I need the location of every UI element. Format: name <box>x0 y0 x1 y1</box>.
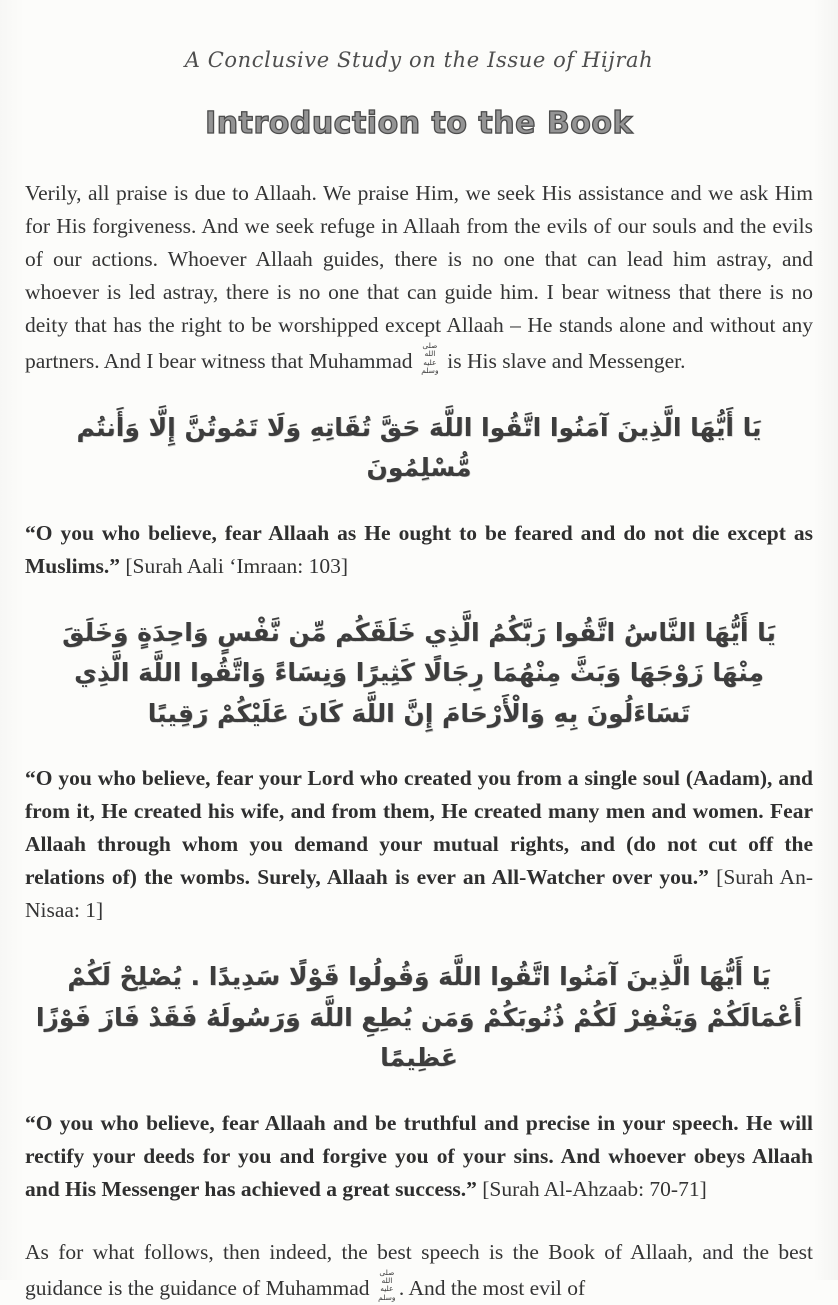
translation-2-text: “O you who believe, fear your Lord who created you from a single soul (Aadam), and from it, He created his wife, and from them, He created many men and women. Fear Allaah through whom you demand your mutual rights, and (do not cut off the relations of) the wombs. Surely, Allaah is ever an All-Watcher over you.” <box>25 766 813 890</box>
translation-1-text: “O you who believe, fear Allaah as He ought to be feared and do not die except as Muslims.” <box>25 520 813 578</box>
translation-2 <box>25 762 813 927</box>
citation-2: [Surah An-Nisaa: 1] <box>25 865 813 923</box>
closing-paragraph <box>25 1236 813 1305</box>
translation-3 <box>25 1107 813 1206</box>
arabic-verse-2: يَا أَيُّهَا النَّاسُ اتَّقُوا رَبَّكُمُ الَّذِي خَلَقَكُم مِّن نَّفْسٍ وَاحِدَةٍ وَخَلَقَ مِنْهَا زَوْجَهَا وَبَثَّ مِنْهُمَا رِجَالًا كَثِيرًا وَنِسَاءً وَاتَّقُوا اللَّهَ الَّذِي تَسَاءَلُونَ بِهِ وَالْأَرْحَامَ إِنَّ اللَّهَ كَانَ عَلَيْكُمْ رَقِيبًا <box>62 617 776 728</box>
page-title: Introduction to the Book <box>205 106 633 141</box>
pbuh-calligraphy-icon: صلى الله عليه وسلم <box>421 341 439 375</box>
pbuh-calligraphy-icon: صلى الله عليه وسلم <box>378 1267 396 1302</box>
opening-text-before: Verily, all praise is due to Allaah. We praise Him, we seek His assistance and we ask Him for His forgiveness. And we seek refuge in Allaah from the evils of our souls and the evils of our actions. Whoever Allaah guides, there is no one that can lead him astray, and whoever is led astray, there is no one that can guide him. I bear witness that there is no deity that has the right to be worshipped except Allaah – He stands alone and without any partners. And I bear witness that Muhammad <box>25 181 813 373</box>
opening-paragraph <box>25 177 813 378</box>
translation-3-text: “O you who believe, fear Allaah and be truthful and precise in your speech. He will rectify your deeds for you and forgive you of your sins. And whoever obeys Allaah and His Messenger has achieved a great success.” <box>25 1110 813 1201</box>
running-header: A Conclusive Study on the Issue of Hijrah <box>184 48 654 72</box>
arabic-verse-1: يَا أَيُّهَا الَّذِينَ آمَنُوا اتَّقُوا اللَّهَ حَقَّ تُقَاتِهِ وَلَا تَمُوتُنَّ إِلَّا وَأَنتُم مُّسْلِمُونَ <box>76 412 762 483</box>
opening-text-after: is His slave and Messenger. <box>441 348 686 373</box>
closing-text-after: . And the most evil of <box>398 1275 586 1300</box>
arabic-verse-3: يَا أَيُّهَا الَّذِينَ آمَنُوا اتَّقُوا اللَّهَ وَقُولُوا قَوْلًا سَدِيدًا . يُصْلِحْ لَكُمْ أَعْمَالَكُمْ وَيَغْفِرْ لَكُمْ ذُنُوبَكُمْ وَمَن يُطِعِ اللَّهَ وَرَسُولَهُ فَقَدْ فَازَ فَوْزًا عَظِيمًا <box>35 962 803 1073</box>
citation-1: [Surah Aali ‘Imraan: 103] <box>125 553 349 578</box>
citation-3: [Surah Al-Ahzaab: 70-71] <box>482 1176 707 1201</box>
closing-text-before: As for what follows, then indeed, the best speech is the Book of Allaah, and the best guidance is the guidance of Muhammad <box>25 1239 813 1300</box>
translation-1 <box>25 517 813 583</box>
